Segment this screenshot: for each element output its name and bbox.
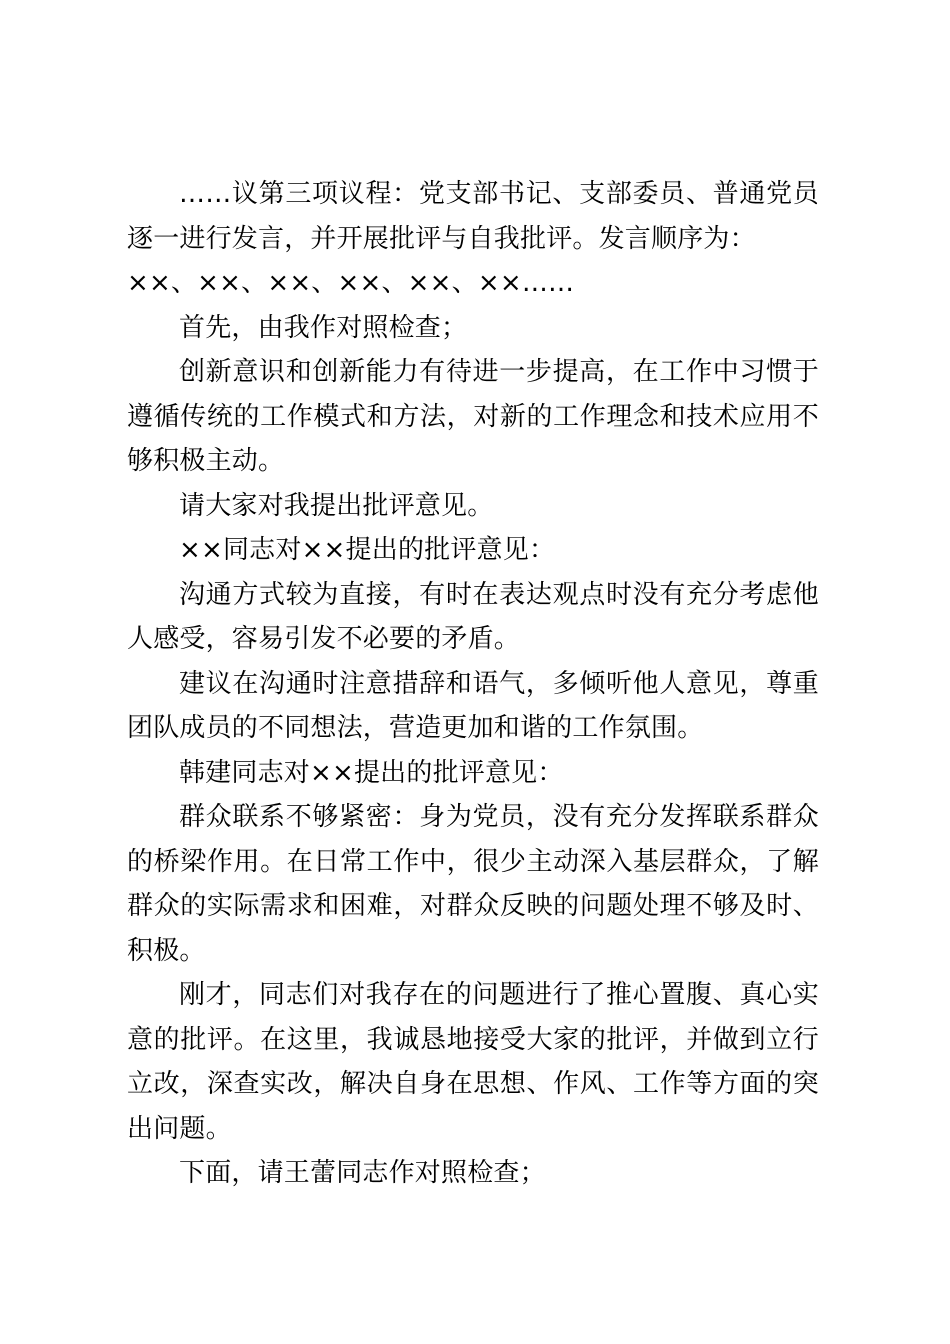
paragraph-request-criticism: 请大家对我提出批评意见。 bbox=[179, 490, 494, 521]
paragraph-self-check-intro: 首先，由我作对照检查； bbox=[179, 312, 468, 343]
document-body bbox=[127, 172, 819, 1196]
paragraph-innovation-issue: 创新意识和创新能力有待进一步提高，在工作中习惯于遵循传统的工作模式和方法，对新的工作理念和技术应用不够积极主动。 bbox=[127, 357, 819, 476]
paragraph-communication-suggestion: 建议在沟通时注意措辞和语气，多倾听他人意见，尊重团队成员的不同想法，营造更加和谐的工作氛围。 bbox=[127, 668, 819, 743]
paragraph-communication-issue: 沟通方式较为直接，有时在表达观点时没有充分考虑他人感受，容易引发不必要的矛盾。 bbox=[127, 579, 819, 654]
paragraph-accept-criticism: 刚才，同志们对我存在的问题进行了推心置腹、真心实意的批评。在这里，我诚恳地接受大家的批评，并做到立行立改，深查实改，解决自身在思想、作风、工作等方面的突出问题。 bbox=[127, 980, 819, 1144]
paragraph-hanjian-criticism-heading: 韩建同志对××提出的批评意见： bbox=[179, 757, 564, 788]
paragraph-speaking-order: ××、××、××、××、××、××…… bbox=[127, 268, 575, 298]
paragraph-next-speaker: 下面，请王蕾同志作对照检查； bbox=[179, 1158, 546, 1188]
paragraph-comrade-criticism-heading: ××同志对××提出的批评意见： bbox=[179, 535, 556, 565]
paragraph-agenda-item-three: ……议第三项议程：党支部书记、支部委员、普通党员逐一进行发言，并开展批评与自我批评。发言顺序为： bbox=[127, 179, 819, 254]
paragraph-mass-contact-issue: 群众联系不够紧密：身为党员，没有充分发挥联系群众的桥梁作用。在日常工作中，很少主动深入基层群众，了解群众的实际需求和困难，对群众反映的问题处理不够及时、积极。 bbox=[127, 802, 819, 966]
